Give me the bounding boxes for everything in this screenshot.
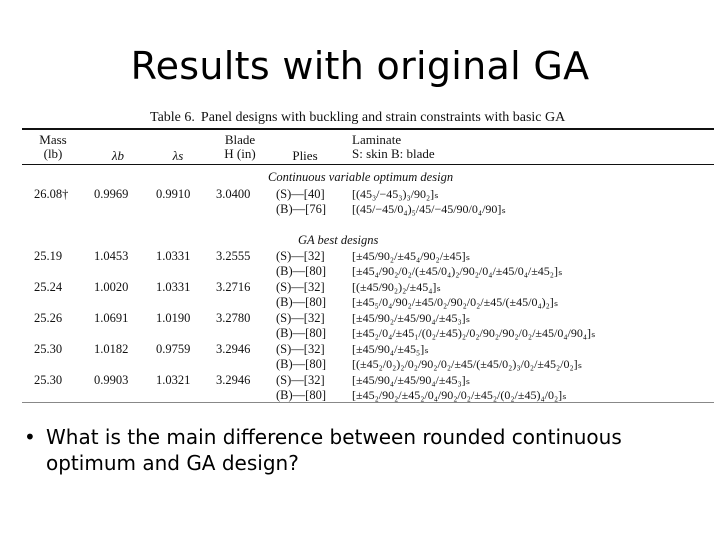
- header-plies: Plies: [292, 148, 318, 163]
- ga-row-skin-laminate: [±45/90₄/±45₅]ₛ: [352, 342, 429, 356]
- ga-row-blade-h: 3.2780: [216, 311, 251, 325]
- ga-row-skin-laminate: [(±45/90₂)₂/±45₄]ₛ: [352, 280, 441, 294]
- ga-row-mass: 25.26: [34, 311, 63, 325]
- ga-row-blade-plies: (B)—[80]: [276, 388, 326, 402]
- ga-row-lambda-s: 0.9759: [156, 342, 191, 356]
- ga-row-mass: 25.19: [34, 249, 63, 263]
- table-caption-text: Panel designs with buckling and strain constraints with basic GA: [200, 110, 566, 125]
- ga-row-lambda-s: 1.0321: [156, 373, 191, 387]
- ga-row-lambda-b: 1.0453: [94, 249, 129, 263]
- ga-row-blade-laminate: [±45₂/90₂/±45₂/0₄/90₂/0₂/±45₂/(0₂/±45)₄/0₂]ₛ: [352, 388, 567, 402]
- continuous-blade-plies: (B)—[76]: [276, 202, 326, 216]
- continuous-mass: 26.08†: [34, 187, 69, 201]
- continuous-lambda-b: 0.9969: [94, 187, 129, 201]
- section-continuous-label: Continuous variable optimum design: [268, 170, 454, 184]
- ga-row-blade-h: 3.2946: [216, 373, 251, 387]
- ga-row-lambda-b: 1.0182: [94, 342, 129, 356]
- ga-row-blade-plies: (B)—[80]: [276, 357, 326, 371]
- header-laminate-sub: S: skin B: blade: [352, 146, 435, 161]
- ga-row-lambda-b: 0.9903: [94, 373, 129, 387]
- ga-row-skin-plies: (S)—[32]: [276, 342, 325, 356]
- bullet-question: What is the main difference between rounded continuous optimum and GA design?: [46, 425, 622, 475]
- continuous-blade-h: 3.0400: [216, 187, 251, 201]
- ga-row-skin-laminate: [±45/90₂/±45/90₄/±45₃]ₛ: [352, 311, 471, 325]
- ga-row-skin-plies: (S)—[32]: [276, 311, 325, 325]
- header-laminate: [352, 133, 435, 161]
- continuous-skin-plies: (S)—[40]: [276, 187, 325, 201]
- ga-row-blade-laminate: [(±45₂/0₂)₂/0₂/90₂/0₂/±45/(±45/0₂)₃/0₂/±45₂/0₂]ₛ: [352, 357, 583, 371]
- continuous-lambda-s: 0.9910: [156, 187, 191, 201]
- header-mass-unit: (lb): [43, 146, 63, 161]
- ga-row-blade-laminate: [±45₂/0₄/±45₁/(0₂/±45)₂/0₂/90₂/90₂/0₂/±45/0₄/90₄]ₛ: [352, 326, 596, 340]
- table-caption: [150, 110, 565, 126]
- header-lambda-b: λb: [111, 148, 125, 163]
- ga-row-blade-plies: (B)—[80]: [276, 264, 326, 278]
- header-mass-label: Mass: [39, 132, 67, 147]
- ga-row-blade-h: 3.2946: [216, 342, 251, 356]
- table-bottom-rule: [22, 402, 714, 403]
- ga-row-blade-h: 3.2716: [216, 280, 251, 294]
- ga-row-blade-plies: (B)—[80]: [276, 326, 326, 340]
- header-laminate-label: Laminate: [352, 132, 402, 147]
- section-ga-label: GA best designs: [298, 233, 379, 247]
- ga-row-blade-plies: (B)—[80]: [276, 295, 326, 309]
- header-blade-label: Blade: [224, 132, 256, 147]
- table-top-rule: [22, 128, 714, 130]
- ga-row-lambda-b: 1.0020: [94, 280, 129, 294]
- ga-row-mass: 25.30: [34, 373, 63, 387]
- table-header-rule: [22, 164, 714, 165]
- bullet-dot-icon: •: [24, 425, 36, 449]
- ga-row-blade-laminate: [±45₄/90₂/0₂/(±45/0₄)₂/90₂/0₄/±45/0₄/±45₂]ₛ: [352, 264, 563, 278]
- header-blade: [210, 133, 270, 161]
- ga-row-skin-plies: (S)—[32]: [276, 249, 325, 263]
- bullet-item: [24, 424, 686, 476]
- table-caption-number: Table 6.: [150, 110, 195, 125]
- ga-row-lambda-s: 1.0331: [156, 280, 191, 294]
- ga-row-skin-plies: (S)—[32]: [276, 280, 325, 294]
- header-lambda-s: λs: [172, 148, 184, 163]
- ga-row-skin-laminate: [±45/90₄/±45/90₄/±45₃]ₛ: [352, 373, 471, 387]
- ga-row-lambda-s: 1.0190: [156, 311, 191, 325]
- ga-row-skin-plies: (S)—[32]: [276, 373, 325, 387]
- ga-row-blade-h: 3.2555: [216, 249, 251, 263]
- ga-row-lambda-b: 1.0691: [94, 311, 129, 325]
- header-blade-h: H (in): [224, 146, 256, 161]
- header-mass: [24, 133, 82, 161]
- continuous-skin-laminate: [(45₃/−45₃)₃/90₂]ₛ: [352, 187, 439, 201]
- slide-title: Results with original GA: [130, 44, 590, 88]
- ga-row-skin-laminate: [±45/90₂/±45₄/90₂/±45]ₛ: [352, 249, 471, 263]
- continuous-blade-laminate: [(45/−45/0₄)₅/45/−45/90/0₄/90]ₛ: [352, 202, 506, 216]
- ga-row-blade-laminate: [±45₅/0₄/90₂/±45/0₂/90₂/0₂/±45/(±45/0₄)₂]ₛ: [352, 295, 559, 309]
- ga-row-mass: 25.30: [34, 342, 63, 356]
- ga-row-lambda-s: 1.0331: [156, 249, 191, 263]
- ga-row-mass: 25.24: [34, 280, 63, 294]
